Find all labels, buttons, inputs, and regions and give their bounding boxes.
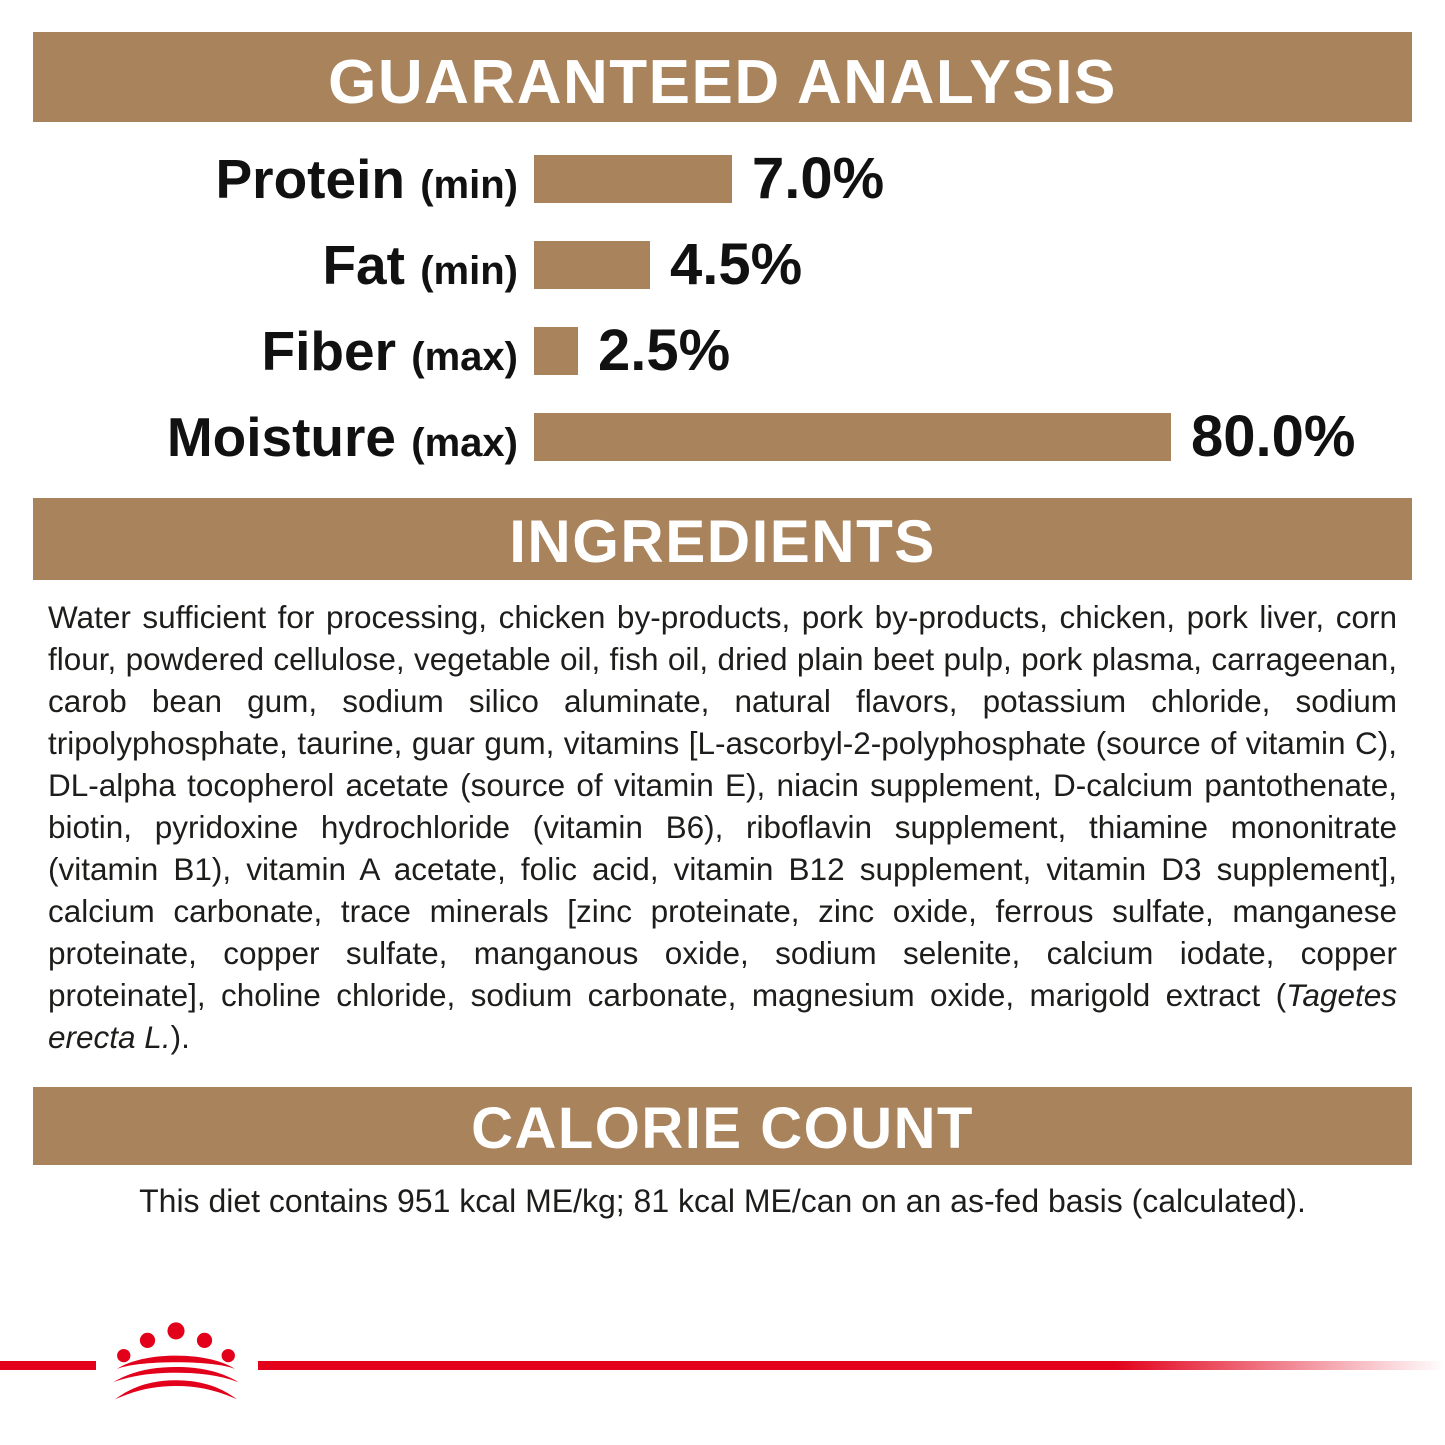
ingredients-text [0, 580, 1445, 1059]
nutrient-qualifier: (min) [420, 162, 518, 207]
nutrient-bar-fat [534, 241, 650, 289]
nutrient-value-protein: 7.0% [752, 146, 885, 211]
ingredients-main-text: Water sufficient for processing, chicken by-products, pork by-products, chicken, pork liver, corn flour, powdered cellulose, vegetable oil, fish oil, dried plain beet pulp, pork plasma, carrageenan, carob bean gum, sodium silico aluminate, natural flavors, potassium chloride, sodium tripolyphosphate, taurine, guar gum, vitamins [L-ascorbyl-2-polyphosphate (source of vitamin C), DL-alpha tocopherol acetate (source of vitamin E), niacin supplement, D-calcium pantothenate, biotin, pyridoxine hydrochloride (vitamin B6), riboflavin supplement, thiamine mononitrate (vitamin B1), vitamin A acetate, folic acid, vitamin B12 supplement, vitamin D3 supplement], calcium carbonate, trace minerals [zinc proteinate, zinc oxide, ferrous sulfate, manganese proteinate, copper sulfate, manganous oxide, sodium selenite, calcium iodate, copper proteinate], choline chloride, sodium carbonate, magnesium oxide, marigold extract ( [48, 599, 1397, 1014]
nutrient-qualifier: (max) [411, 334, 518, 379]
table-row [26, 394, 1419, 480]
nutrient-bar-protein [534, 155, 732, 203]
nutrient-label-fiber [26, 319, 534, 382]
footer-rule-right [258, 1361, 1445, 1370]
nutrient-qualifier: (min) [420, 248, 518, 293]
nutrient-name: Fat [322, 233, 405, 296]
nutrient-value-moisture: 80.0% [1191, 404, 1356, 469]
nutrient-value-fiber: 2.5% [598, 318, 731, 383]
nutrient-label-fat [26, 233, 534, 296]
ingredients-heading: INGREDIENTS [33, 498, 1412, 580]
calorie-count-heading: CALORIE COUNT [33, 1087, 1412, 1165]
table-row [26, 308, 1419, 394]
nutrient-name: Protein [215, 147, 405, 210]
nutrient-name: Moisture [166, 405, 397, 468]
nutrient-label-protein [26, 147, 534, 210]
nutrient-qualifier: (max) [411, 420, 518, 465]
footer-rule-left [0, 1361, 96, 1370]
nutrient-value-fat: 4.5% [670, 232, 803, 297]
guaranteed-analysis-table [0, 136, 1445, 480]
nutrient-label-moisture [26, 405, 534, 468]
ingredients-tail-text: ). [170, 1019, 190, 1056]
table-row [26, 136, 1419, 222]
nutrient-bar-moisture [534, 413, 1171, 461]
nutrient-bar-fiber [534, 327, 578, 375]
nutrient-name: Fiber [261, 319, 397, 382]
guaranteed-analysis-heading: GUARANTEED ANALYSIS [33, 32, 1412, 122]
calorie-count-text: This diet contains 951 kcal ME/kg; 81 kcal ME/can on an as-fed basis (calculated). [139, 1182, 1306, 1219]
ingredients-botanical-name: Tagetes erecta L. [48, 977, 1397, 1056]
table-row [26, 222, 1419, 308]
footer [0, 1305, 1445, 1445]
royal-canin-crown-logo-icon [100, 1319, 252, 1415]
